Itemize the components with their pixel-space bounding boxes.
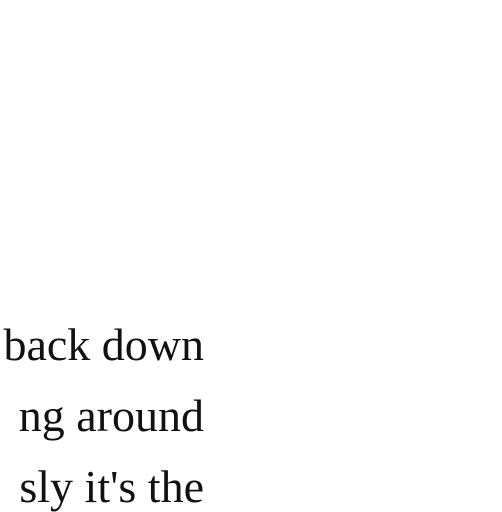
text-line-3: sly it's the (19, 461, 204, 512)
text-line-1: back down (3, 319, 204, 370)
cropped-text-block (3, 309, 204, 512)
text-line-2: ng around (18, 390, 204, 441)
